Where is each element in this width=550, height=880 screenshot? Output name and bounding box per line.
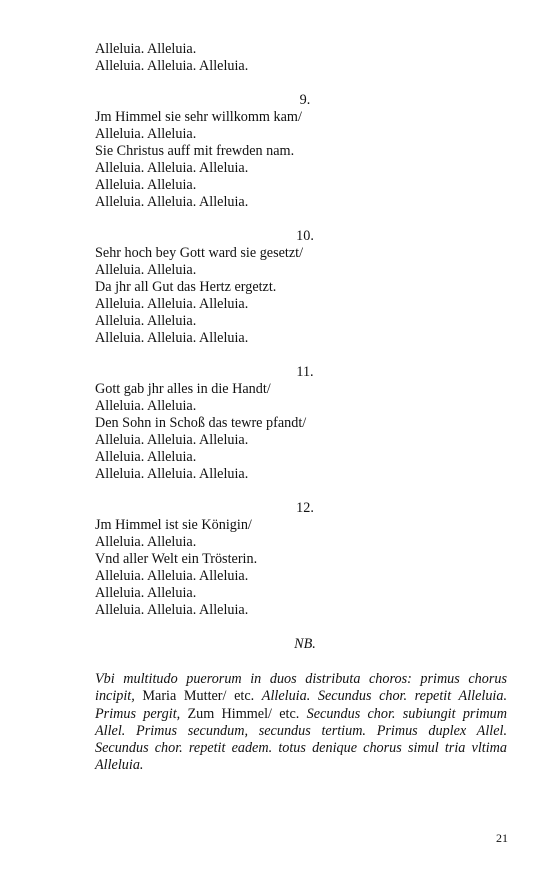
- stanza-number: 12.: [296, 500, 314, 516]
- verse-line: Alleluia. Alleluia. Alleluia.: [95, 330, 249, 346]
- note-text-upright: Maria Mutter/ etc.: [142, 688, 262, 705]
- verse-line: Alleluia. Alleluia. Alleluia.: [95, 466, 249, 482]
- page-number: 21: [496, 831, 508, 845]
- verse-line: Den Sohn in Schoß das tewre pfandt/: [95, 415, 307, 431]
- verse-line: Alleluia. Alleluia.: [95, 449, 197, 465]
- verse-line: Alleluia. Alleluia.: [95, 126, 197, 142]
- verse-line: Alleluia. Alleluia. Alleluia.: [95, 296, 249, 312]
- verse-line: Alleluia. Alleluia. Alleluia.: [95, 160, 249, 176]
- verse-line: Vnd aller Welt ein Trösterin.: [95, 551, 258, 567]
- note-text-upright: Zum Himmel/ etc.: [187, 705, 307, 722]
- nb-note: [95, 671, 507, 775]
- verse-line: Alleluia. Alleluia.: [95, 262, 197, 278]
- verse-line: Alleluia. Alleluia. Alleluia.: [95, 568, 249, 584]
- verse-line: Gott gab jhr alles in die Handt/: [95, 381, 271, 397]
- intro-line: Alleluia. Alleluia.: [95, 41, 197, 57]
- note-text: Vbi multitudo puerorum in duos distributa choros: primus chorus incipit,: [95, 671, 507, 705]
- note-text: Alleluia. Secundus chor. repetit Alleluia. Primus pergit,: [95, 688, 508, 722]
- verse-line: Alleluia. Alleluia. Alleluia.: [95, 194, 249, 210]
- verse-line: Jm Himmel ist sie Königin/: [95, 517, 252, 533]
- verse-line: Alleluia. Alleluia.: [95, 177, 197, 193]
- verse-line: Alleluia. Alleluia.: [95, 534, 197, 550]
- stanza-10: [95, 228, 507, 347]
- stanza-11: [95, 364, 507, 483]
- note-text: Secundus chor. subiungit primum Allel. Primus secundum, secundus tertium. Primus duplex Allel. Secundus chor. repetit eadem. totus denique chorus simul tria vltima Alleluia.: [95, 705, 507, 774]
- stanza-number: 10.: [296, 228, 314, 244]
- verse-line: Alleluia. Alleluia. Alleluia.: [95, 432, 249, 448]
- stanza-number: 9.: [299, 92, 311, 108]
- stanza-number: 11.: [296, 364, 314, 380]
- page-body: [95, 41, 507, 775]
- stanza-12: [95, 500, 507, 619]
- verse-line: Sehr hoch bey Gott ward sie gesetzt/: [95, 245, 304, 261]
- nb-heading: NB.: [294, 636, 316, 652]
- verse-line: Alleluia. Alleluia.: [95, 313, 197, 329]
- verse-line: Alleluia. Alleluia.: [95, 398, 197, 414]
- verse-line: Sie Christus auff mit frewden nam.: [95, 143, 295, 159]
- intro-line: Alleluia. Alleluia. Alleluia.: [95, 58, 249, 74]
- verse-line: Jm Himmel sie sehr willkomm kam/: [95, 109, 302, 125]
- verse-line: Da jhr all Gut das Hertz ergetzt.: [95, 279, 277, 295]
- stanza-9: [95, 92, 507, 211]
- verse-line: Alleluia. Alleluia. Alleluia.: [95, 602, 249, 618]
- verse-line: Alleluia. Alleluia.: [95, 585, 197, 601]
- intro-lines: [95, 41, 507, 75]
